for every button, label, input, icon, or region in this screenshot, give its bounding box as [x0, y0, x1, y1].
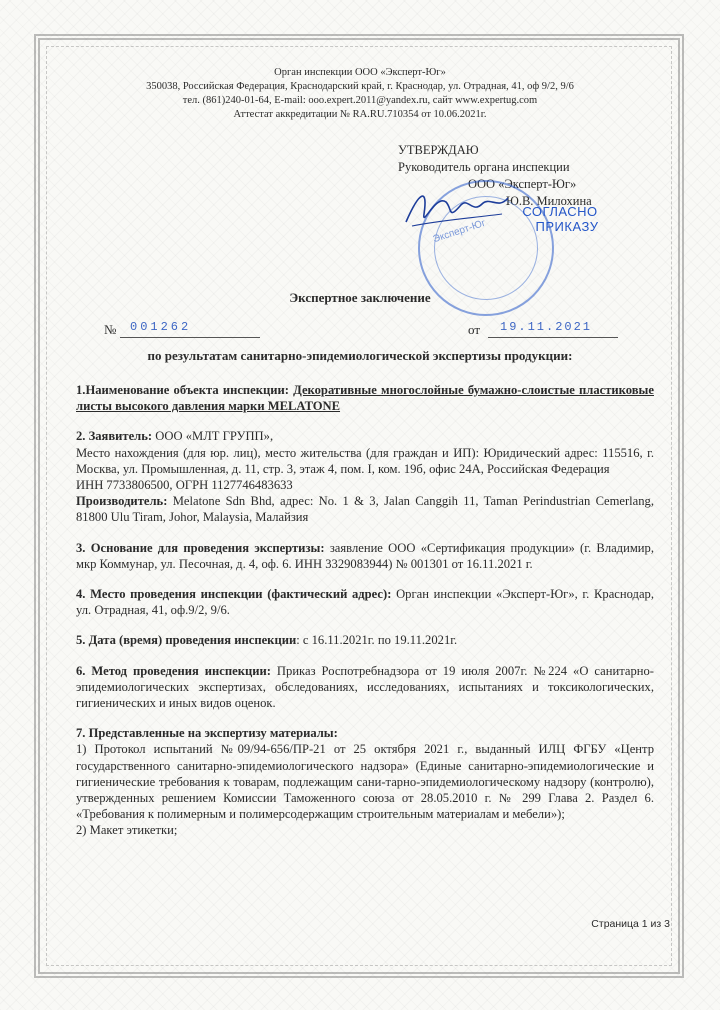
seal-text: Эксперт-Юг	[431, 217, 488, 246]
approval-position: Руководитель органа инспекции	[398, 160, 570, 174]
section-5-label: 5. Дата (время) проведения инспекции	[76, 633, 297, 648]
agreed-stamp	[510, 204, 610, 234]
section-4-label: 4. Место проведения инспекции (фактический адрес):	[76, 587, 392, 602]
section-6-label: 6. Метод проведения инспекции:	[76, 663, 271, 678]
agreed-line-1: СОГЛАСНО	[522, 204, 598, 219]
document-body	[76, 382, 654, 839]
manufacturer-value: Melatone Sdn Bhd, адрес: No. 1 & 3, Jalan Canggih 11, Taman Perindustrian Cemerlang, 81800 Ulu Tiram, Johor, Malaysia, Малайзия	[76, 494, 654, 525]
org-name: Орган инспекции ООО «Эксперт-Юг»	[274, 67, 446, 78]
section-3-label: 3. Основание для проведения экспертизы:	[76, 540, 325, 555]
applicant-address: Место нахождения (для юр. лиц), место жительства (для граждан и ИП): Юридический адрес: 115516, г. Москва, ул. Промышленная, д. 11, стр. 3, этаж 4, пом. I, ком. 19б, офис 24А, Российская Федерация	[76, 445, 654, 476]
section-5	[76, 632, 654, 648]
section-2	[76, 428, 654, 525]
approval-org: ООО «Эксперт-Юг»	[468, 177, 577, 191]
document-number: 001262	[120, 320, 260, 338]
applicant-ids: ИНН 7733806500, ОГРН 1127746483633	[76, 478, 293, 493]
section-4-value: Орган инспекции «Эксперт-Юг», г. Краснодар, ул. Отрадная, 41, оф.9/2, 9/6.	[76, 587, 654, 618]
approval-title: УТВЕРЖДАЮ	[398, 143, 479, 157]
section-7-label: 7. Представленные на экспертизу материалы:	[76, 726, 338, 741]
section-1	[76, 382, 654, 414]
letterhead	[60, 66, 660, 122]
section-7-item-2: 2) Макет этикетки;	[76, 823, 178, 838]
section-1-value: Декоративные многослойные бумажно-слоистые пластиковые листы высокого давления марки MELATONE	[76, 383, 654, 414]
section-7-item-1: 1) Протокол испытаний №09/94-656/ПР-21 от 25 октября 2021 г., выданный ИЛЦ ФГБУ «Центр государственного санитарно-эпидемиологического надзора» (Единые санитарно-эпидемиологические и гигиенические требования к товарам, подлежащим сани-тарно-эпидемиологическому надзору (контролю), утвержденных решением Комиссии Таможенного союза от 28.05.2010 г. № 299 Глава 2. Раздел 6. «Требования к полимерным и полимерсодержащим строительным материалам и мебели»);	[76, 742, 654, 822]
section-6-value: Приказ Роспотребнадзора от 19 июля 2007г. №224 «О санитарно-эпидемиологических экспертизах, обследованиях, исследованиях, испытаниях и токсикологических, гигиенических и иных видов оценок.	[76, 663, 654, 711]
approval-name: Ю.В. Милохина	[506, 194, 592, 208]
section-5-value: : с 16.11.2021г. по 19.11.2021г.	[296, 633, 458, 648]
agreed-line-2: ПРИКАЗУ	[535, 219, 599, 234]
date-label: от	[468, 322, 481, 337]
manufacturer-label: Производитель:	[76, 494, 168, 509]
org-address: 350038, Российская Федерация, Краснодарский край, г. Краснодар, ул. Отрадная, 41, оф 9/2, 9/6	[146, 81, 574, 92]
number-label: №	[104, 322, 117, 337]
document-subtitle: по результатам санитарно-эпидемиологической экспертизы продукции:	[147, 348, 573, 363]
section-7	[76, 725, 654, 838]
org-contacts: тел. (861)240-01-64, E-mail: ooo.expert.2011@yandex.ru, сайт www.expertug.com	[182, 95, 538, 106]
document-title: Экспертное заключение	[289, 290, 431, 305]
signature-icon	[402, 184, 512, 234]
section-1-label: 1.Наименование объекта инспекции:	[76, 383, 289, 397]
section-3	[76, 540, 654, 572]
accreditation: Аттестат аккредитации № RA.RU.710354 от 10.06.2021г.	[233, 109, 487, 120]
section-2-value: ООО «МЛТ ГРУПП»,	[155, 429, 274, 444]
number-date-line	[104, 318, 624, 340]
section-6	[76, 663, 654, 712]
section-3-value: заявление ООО «Сертификация продукции» (г. Владимир, мкр Коммунар, ул. Песочная, д. 4, оф. 6. ИНН 3329083944) № 001301 от 16.11.2021 г.	[76, 540, 654, 571]
page-number: Страница 1 из 3	[591, 918, 670, 930]
section-2-label: 2. Заявитель:	[76, 429, 153, 444]
document-date: 19.11.2021	[488, 320, 618, 338]
section-4	[76, 586, 654, 618]
